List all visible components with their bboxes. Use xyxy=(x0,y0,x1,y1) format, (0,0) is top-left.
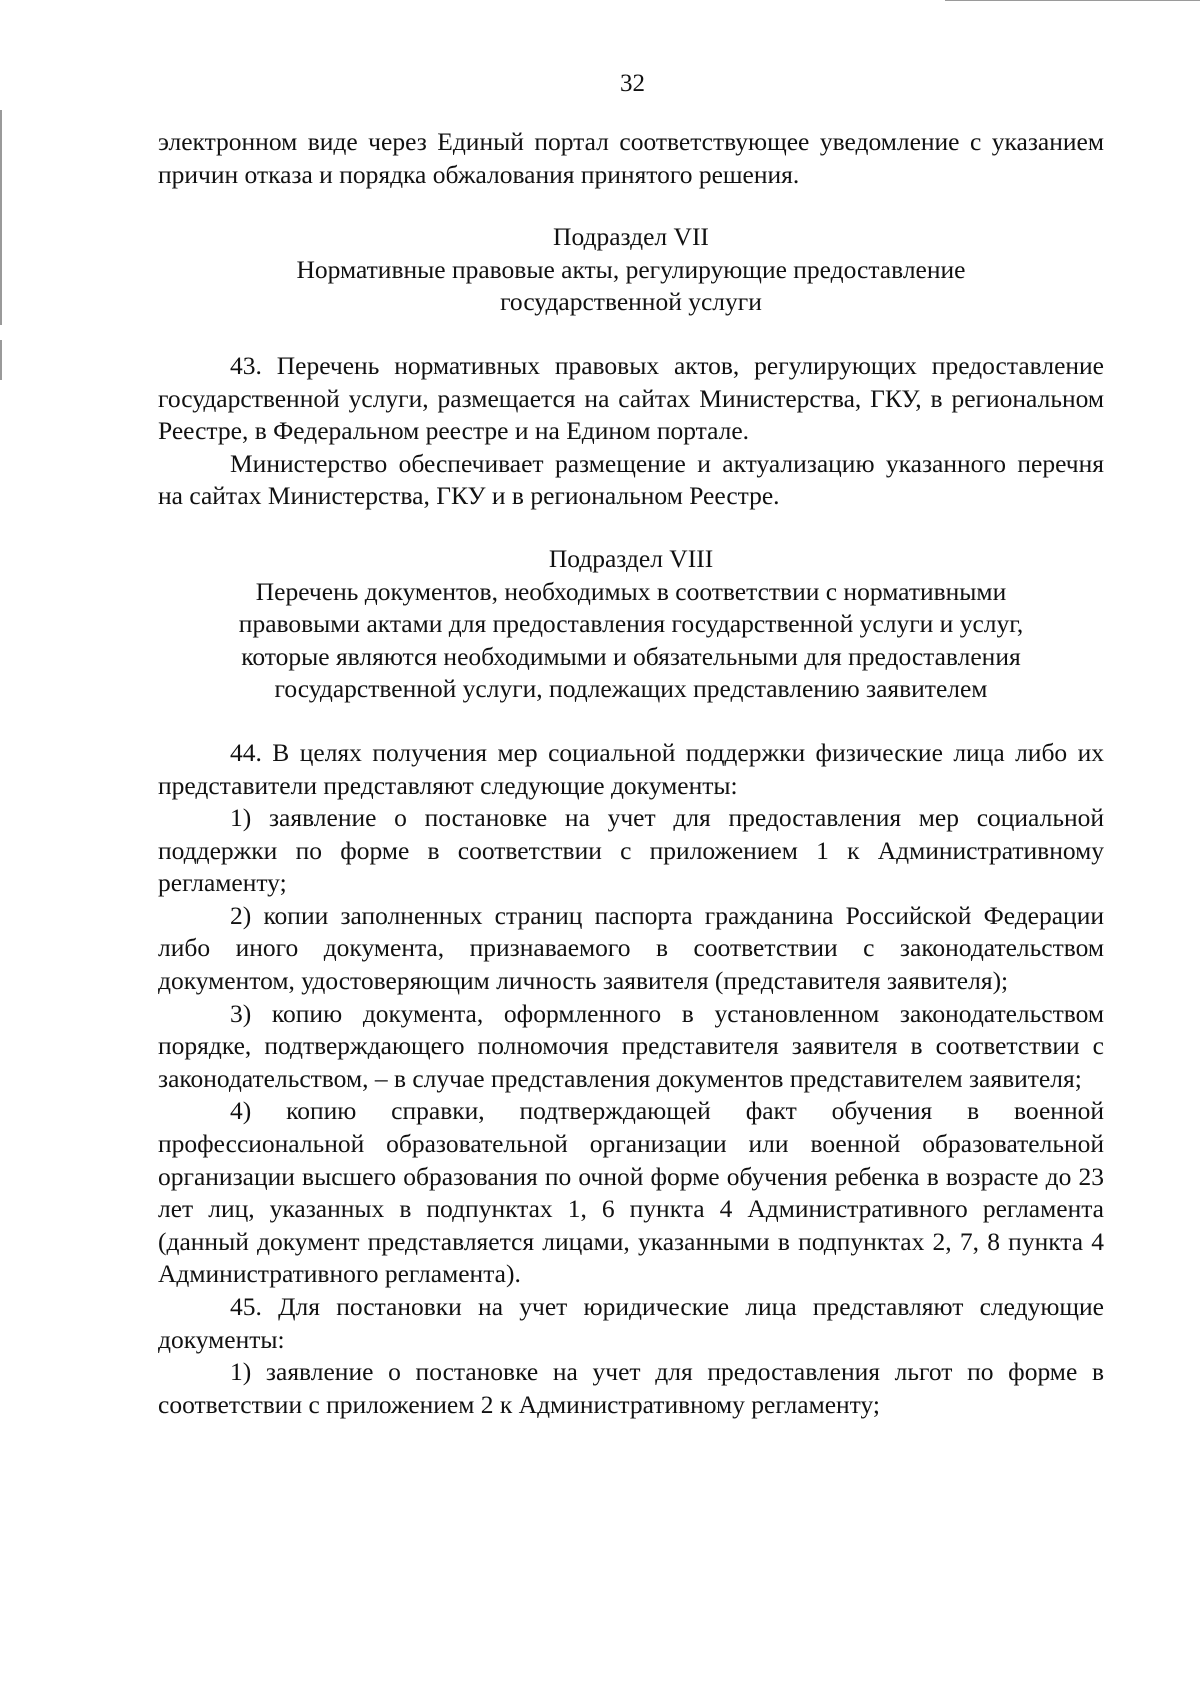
item-44-sub-3: 3) копию документа, оформленного в установленном законодательством порядке, подтверждающего полномочия представителя заявителя в соответствии с законодательством, – в случае представления документов представителем заявителя; xyxy=(158,998,1104,1093)
continuation-paragraph: электронном виде через Единый портал соответствующее уведомление с указанием причин отказа и порядка обжалования принятого решения. xyxy=(158,127,1104,189)
subsection-7-label: Подраздел VII xyxy=(553,222,709,252)
scan-edge-left xyxy=(0,110,2,325)
subsection-8-title-line-2: правовыми актами для предоставления государственной услуги и услуг, xyxy=(238,609,1024,639)
item-44-intro: 44. В целях получения мер социальной поддержки физические лица либо их представители представляют следующие документы: xyxy=(158,737,1104,800)
subsection-8-title-line-3: которые являются необходимыми и обязательными для предоставления xyxy=(241,641,1021,671)
subsection-7-title-line-2: государственной услуги xyxy=(500,287,762,317)
item-44-sub-2: 2) копии заполненных страниц паспорта гражданина Российской Федерации либо иного документа, признаваемого в соответствии с законодательством документом, удостоверяющим личность заявителя (представителя заявителя); xyxy=(158,900,1104,996)
subsection-8-title-line-1: Перечень документов, необходимых в соответствии с нормативными xyxy=(255,576,1007,606)
item-43-paragraph-2: Министерство обеспечивает размещение и актуализацию указанного перечня на сайтах Министерства, ГКУ и в региональном Реестре. xyxy=(158,448,1104,511)
item-44-sub-4: 4) копию справки, подтверждающей факт обучения в военной профессиональной образовательной организации или военной образовательной организации высшего образования по очной форме обучения ребенка в возрасте до 23 лет лиц, указанных в подпунктах 1, 6 пункта 4 Административного регламента (данный документ представляется лицами, указанными в подпунктах 2, 7, 8 пункта 4 Административного регламента). xyxy=(158,1096,1104,1289)
subsection-8-label: Подраздел VIII xyxy=(548,543,714,573)
item-45-intro: 45. Для постановки на учет юридические лица представляют следующие документы: xyxy=(158,1292,1104,1354)
item-43-paragraph: 43. Перечень нормативных правовых актов, регулирующих предоставление государственной услуги, размещается на сайтах Министерства, ГКУ, в региональном Реестре, в Федеральном реестре и на Едином портале. xyxy=(158,350,1104,446)
item-45-sub-1: 1) заявление о постановке на учет для предоставления льгот по форме в соответствии с приложением 2 к Административному регламенту; xyxy=(158,1357,1104,1419)
subsection-7-title-line-1: Нормативные правовые акты, регулирующие предоставление xyxy=(296,254,966,284)
item-44-sub-1: 1) заявление о постановке на учет для предоставления мер социальной поддержки по форме в соответствии с приложением 1 к Административному регламенту; xyxy=(158,803,1104,898)
scan-edge-top xyxy=(945,0,1200,1)
subsection-8-title-line-4: государственной услуги, подлежащих представлению заявителем xyxy=(274,674,988,704)
scan-edge-left-lower xyxy=(0,340,2,380)
document-body xyxy=(158,126,1104,1421)
page-number: 32 xyxy=(620,70,645,97)
